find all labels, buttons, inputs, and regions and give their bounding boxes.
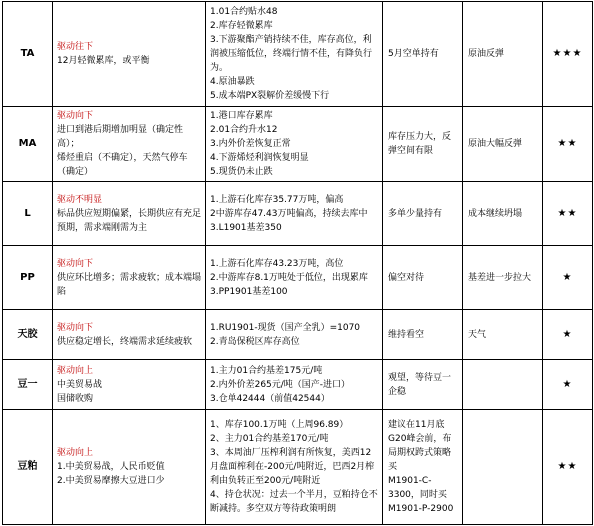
factors-cell — [206, 360, 383, 410]
driver-text: 标品供应短期偏紧，长期供应有充足预期，需求端刚需为主 — [57, 208, 202, 233]
factor-line: 3.内外价差恢复正常 — [210, 139, 291, 149]
factor-line: 1.上游石化库存35.77万吨，偏高 — [210, 194, 344, 205]
factor-line: 1.主力01合约基差175元/吨 — [210, 365, 323, 376]
risk-cell — [463, 410, 543, 525]
factor-line: 5.成本端PX裂解价差缓慢下行 — [210, 91, 330, 101]
factor-line: 4、持仓状况：过去一个半月，豆粕持仓不断减持。多空双方等待政策明朗 — [210, 490, 378, 514]
driver-text: 1.中美贸易战，人民币贬值 2.中美贸易摩擦大豆进口少 — [57, 462, 165, 486]
commodity-name: L — [3, 182, 53, 246]
rating-stars: ★ — [543, 360, 593, 410]
view-cell: 维持看空 — [383, 310, 463, 360]
factor-line: 3.下游聚酯产销持续不佳，库存高位，利润被压缩低位，终端行情不佳，有降负行为。 — [210, 35, 373, 73]
factor-line: 3.L1901基差350 — [210, 222, 282, 233]
table-row — [3, 107, 593, 182]
strategy-table — [2, 1, 593, 525]
driver-cell — [53, 246, 206, 310]
driver-text: 进口到港后期增加明显（确定性高）； 烯烃重启（不确定），天然气停车（确定） — [57, 125, 188, 177]
risk-cell: 成本继续坍塌 — [463, 182, 543, 246]
rating-stars: ★★ — [543, 410, 593, 525]
table-row — [3, 360, 593, 410]
driver-direction: 驱动不明显 — [57, 194, 103, 205]
driver-direction: 驱动向上 — [57, 365, 94, 376]
driver-direction: 驱动向下 — [57, 258, 94, 269]
driver-direction: 驱动向下 — [57, 322, 94, 333]
factor-line: 2.01合约升水12 — [210, 125, 278, 135]
view-cell: 观望，等待豆一企稳 — [383, 360, 463, 410]
driver-text: 供应环比增多；需求疲软；成本端塌陷 — [57, 272, 202, 297]
commodity-name: 豆粕 — [3, 410, 53, 525]
factor-line: 1.01合约贴水48 — [210, 7, 278, 17]
commodity-name: TA — [3, 2, 53, 107]
factor-line: 1.上游石化库存43.23万吨，高位 — [210, 258, 344, 269]
table-row — [3, 246, 593, 310]
driver-cell — [53, 107, 206, 182]
factor-line: 4.下游烯烃利润恢复明显 — [210, 153, 309, 163]
driver-text: 供应稳定增长，终端需求延续疲软 — [57, 336, 193, 347]
driver-cell — [53, 360, 206, 410]
driver-cell — [53, 410, 206, 525]
risk-cell: 原油大幅反弹 — [463, 107, 543, 182]
risk-cell: 天气 — [463, 310, 543, 360]
driver-cell — [53, 310, 206, 360]
driver-text: 12月轻微累库，或平衡 — [57, 56, 150, 66]
driver-cell — [53, 182, 206, 246]
factor-line: 3.仓单42444（前值42544） — [210, 393, 330, 404]
factor-line: 3.PP1901基差100 — [210, 286, 288, 297]
view-cell: 偏空对待 — [383, 246, 463, 310]
driver-cell — [53, 2, 206, 107]
commodity-name: 豆一 — [3, 360, 53, 410]
factor-line: 1.RU1901-现货（国产全乳）=1070 — [210, 322, 361, 333]
factor-line: 2、主力01合约基差170元/吨 — [210, 434, 329, 444]
factors-cell — [206, 182, 383, 246]
rating-stars: ★ — [543, 246, 593, 310]
factor-line: 2中游库存47.43万吨偏高，持续去库中 — [210, 208, 368, 219]
view-cell: 多单少量持有 — [383, 182, 463, 246]
risk-cell: 基差进一步拉大 — [463, 246, 543, 310]
driver-direction: 驱动向上 — [57, 448, 94, 458]
commodity-name: PP — [3, 246, 53, 310]
factor-line: 1.港口库存累库 — [210, 111, 273, 121]
factor-line: 2.青岛保税区库存高位 — [210, 336, 300, 347]
view-cell: 库存压力大，反弹空间有限 — [383, 107, 463, 182]
commodity-name: 天胶 — [3, 310, 53, 360]
table-row — [3, 2, 593, 107]
rating-stars: ★★★ — [543, 2, 593, 107]
factor-line: 2.库存轻微累库 — [210, 21, 273, 31]
table-row — [3, 182, 593, 246]
factor-line: 4.原油暴跌 — [210, 77, 255, 87]
factors-cell — [206, 107, 383, 182]
view-cell: 建议在11月底G20峰会前，布局期权跨式策略买 M1901-C-3300，同时买 M1901-P-2900 — [383, 410, 463, 525]
factor-line: 2.中游库存8.1万吨处于低位，出现累库 — [210, 272, 368, 283]
factor-line: 1、库存100.1万吨（上周96.89） — [210, 420, 349, 430]
driver-direction: 驱动往下 — [57, 42, 94, 52]
factors-cell — [206, 2, 383, 107]
factors-cell — [206, 410, 383, 525]
factor-line: 2.内外价差265元/吨（国产-进口） — [210, 379, 351, 390]
driver-text: 中美贸易战 国储收购 — [57, 379, 103, 404]
rating-stars: ★★ — [543, 182, 593, 246]
risk-cell: 原油反弹 — [463, 2, 543, 107]
factors-cell — [206, 246, 383, 310]
factors-cell — [206, 310, 383, 360]
driver-direction: 驱动向下 — [57, 111, 94, 121]
view-cell: 5月空单持有 — [383, 2, 463, 107]
table-row — [3, 410, 593, 525]
rating-stars: ★★ — [543, 107, 593, 182]
table-body — [3, 2, 593, 525]
factor-line: 3、本周油厂压榨利润有所恢复，美西12月盘面榨利在-200元/吨附近，巴西2月榨利由负转正至200元/吨附近 — [210, 448, 375, 486]
factor-line: 5.现货仍未止跌 — [210, 167, 273, 177]
rating-stars: ★ — [543, 310, 593, 360]
table-row — [3, 310, 593, 360]
commodity-name: MA — [3, 107, 53, 182]
risk-cell — [463, 360, 543, 410]
